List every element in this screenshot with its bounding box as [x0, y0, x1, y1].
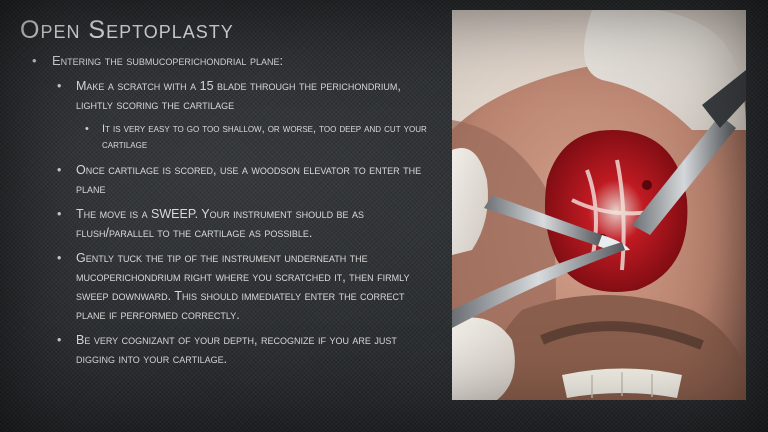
bullet-depth: • Be very cognizant of your depth, recognize if you are just digging into your cartilage.: [54, 331, 435, 369]
bullet-entering-plane: • Entering the submucoperichondrial plane:: [30, 52, 435, 69]
bullet-content: [30, 52, 435, 375]
bullet-scratch: • Make a scratch with a 15 blade through the perichondrium, lightly scoring the cartilage: [54, 77, 435, 115]
blood-spot-2: [642, 180, 652, 190]
bullet-tuck: • Gently tuck the tip of the instrument underneath the mucoperichondrium right where you scratched it, then firmly sweep downward. This should immediately enter the correct plane if performed correctly.: [54, 249, 435, 325]
surgical-photo-illustration: [452, 10, 746, 400]
bullet-too-shallow: • It is very easy to go too shallow, or worse, too deep and cut your cartilage: [82, 121, 435, 153]
bullet-woodson: • Once cartilage is scored, use a woodson elevator to enter the plane: [54, 161, 435, 199]
bullet-list: [30, 52, 435, 369]
surgical-photo: [452, 10, 746, 400]
bullet-sweep: • The move is a SWEEP. Your instrument should be as flush/parallel to the cartilage as possible.: [54, 205, 435, 243]
slide-title: Open Septoplasty: [20, 16, 234, 44]
